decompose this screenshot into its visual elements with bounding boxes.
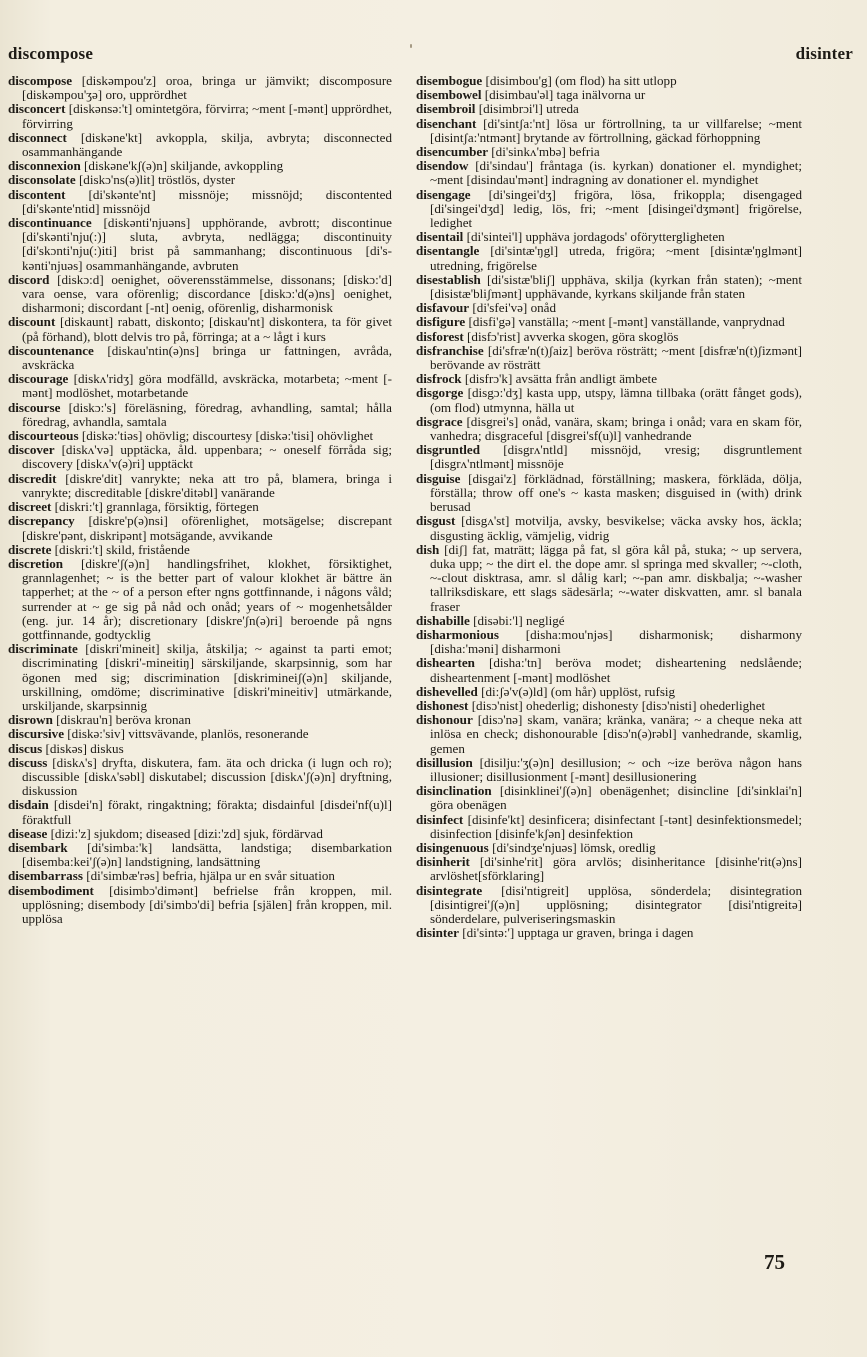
entry-headword: disgruntled (416, 442, 481, 458)
dictionary-entry (416, 884, 802, 927)
entry-headword: disentangle (416, 243, 480, 259)
dictionary-entry (416, 784, 802, 812)
entry-headword: discord (8, 271, 50, 287)
dictionary-entry (8, 216, 392, 273)
entry-headword: disrown (8, 712, 53, 728)
entry-headword: disendow (416, 158, 469, 174)
entry-headword: dishearten (416, 655, 475, 671)
entry-definition: [disilju:'ʒ(ə)n] desillusion; ~ och ~ize beröva någon hans illusioner; disillusionment [-mənt] desillusionering (430, 754, 802, 784)
dictionary-entry (8, 401, 392, 429)
dictionary-entry (8, 273, 392, 316)
entry-definition: [di'skənte'nt] missnöje; missnöjd; discontented [di'skənte'ntid] missnöjd (22, 186, 392, 216)
entry-headword: discontinuance (8, 215, 92, 231)
dictionary-entry (8, 514, 392, 542)
entry-definition: [diskə:'tiəs] ohövlig; discourtesy [diskə:'tisi] ohövlighet (81, 428, 374, 444)
entry-headword: discover (8, 442, 55, 458)
dictionary-entry (416, 117, 802, 145)
entry-headword: disencumber (416, 144, 489, 160)
dictionary-entry (8, 315, 392, 343)
dictionary-entry (416, 301, 802, 315)
dictionary-entry (8, 131, 392, 159)
dictionary-entry (8, 472, 392, 500)
entry-definition: [di'sindau'] fråntaga (is. kyrkan) donationer el. myndighet; ~ment [disindau'mənt] indragning av donationer el. myndighet (430, 158, 802, 188)
dictionary-entry (416, 74, 802, 88)
dictionary-entry (416, 230, 802, 244)
entry-headword: discrete (8, 541, 52, 557)
running-head-right: disinter (795, 44, 853, 63)
entry-headword: disforest (416, 328, 464, 344)
entry-definition: [dizi:'z] sjukdom; diseased [dizi:'zd] sjuk, fördärvad (50, 825, 323, 841)
dictionary-entry (8, 372, 392, 400)
dictionary-entry (8, 443, 392, 471)
entry-headword: disembroil (416, 101, 476, 117)
page-number: 75 (764, 1250, 785, 1274)
dictionary-entry (416, 244, 802, 272)
entry-definition: [disfrɔ'k] avsätta från andligt ämbete (464, 371, 658, 387)
entry-headword: disease (8, 825, 48, 841)
dictionary-entry (8, 827, 392, 841)
running-head-left: discompose (8, 44, 94, 63)
entry-headword: discreet (8, 499, 52, 515)
entry-definition: [diskre'ʃ(ə)n] handlingsfrihet, klokhet, försiktighet, grannlagenhet; ~ is the better part of valour klokhet är bättre än tapperhet; at the ~ of a person efter ngns gottfinnande, i någons våld; surrender at ~ ge sig på nåd och onåd; years of ~ mogenhetsålder (eng. jur. 14 år); discretionary [diskre'ʃn(ə)ri] beroende på ngns gottfinnande, godtycklig (22, 555, 392, 642)
entry-definition: [diskəne'kt] avkoppla, skilja, avbryta; disconnected osammanhängande (22, 129, 392, 160)
entry-definition: [disgʌ'st] motvilja, avsky, besvikelse; väcka avsky hos, äckla; disgusting äcklig, vämjelig, vidrig (430, 513, 802, 543)
entry-headword: disfavour (416, 300, 470, 316)
entry-definition: [disəbi:'l] negligé (473, 612, 565, 628)
dictionary-entry (416, 514, 802, 542)
entry-definition: [disgɔ:'dʒ] kasta upp, utspy, lämna tillbaka (orätt fånget gods), (om flod) utmynna, hälla ut (430, 385, 803, 415)
entry-definition: [disha:'tn] beröva modet; disheartening nedslående; disheartenment [-mənt] modlöshet (430, 655, 802, 685)
entry-definition: [di'sindʒe'njuəs] lömsk, oredlig (492, 839, 656, 855)
entry-headword: disinfect (416, 811, 464, 827)
entry-headword: discourse (8, 399, 61, 415)
entry-headword: disembarrass (8, 868, 83, 884)
entry-headword: disengage (416, 186, 471, 202)
dictionary-entry (8, 884, 392, 927)
entry-definition: [diskɔ:d] oenighet, oöverensstämmelse, dissonans; [diskɔ:'d] vara oense, vara oförenlig; discordance [diskɔ:'d(ə)ns] oenighet, disharmoni; discordant [-nt] oenig, oförenlig, disharmonisk (22, 271, 392, 316)
entry-definition: [di'sistæ'bliʃ] upphäva, skilja (kyrkan från staten); ~ment [disistæ'bliʃmənt] upphävande, kyrkans skiljande från staten (430, 271, 802, 302)
entry-definition: [di'sfei'və] onåd (472, 300, 557, 316)
entry-headword: disintegrate (416, 882, 483, 898)
dictionary-entry (8, 173, 392, 187)
entry-definition: [diskəmpou'z] oroa, bringa ur jämvikt; discomposure [diskəmpou'ʒə] oro, upprördhet (22, 73, 392, 103)
entry-definition: [diskʌ'və] upptäcka, åld. uppenbara; ~ oneself förråda sig; discovery [diskʌ'v(ə)ri] upptäckt (22, 442, 392, 472)
entry-headword: disestablish (416, 271, 481, 287)
dictionary-entry (416, 656, 802, 684)
entry-headword: disconnexion (8, 158, 81, 174)
paper-speck (410, 44, 412, 48)
entry-definition: [diskəne'kʃ(ə)n] skiljande, avkoppling (84, 158, 284, 174)
entry-definition: [diskə:'siv] vittsvävande, planlös, resonerande (67, 726, 309, 742)
entry-definition: [diskre'p(ə)nsi] oförenlighet, motsägelse; discrepant [diskre'pənt, diskripənt] motsägande, avvikande (22, 513, 392, 543)
entry-definition: [diskəs] diskus (45, 740, 124, 756)
entry-headword: disembark (8, 839, 68, 855)
dictionary-entry (8, 557, 392, 642)
entry-definition: [diskɔ'ns(ə)lit] tröstlös, dyster (78, 172, 236, 188)
dictionary-entry (416, 841, 802, 855)
entry-definition: [disgai'z] förklädnad, förställning; maskera, förkläda, dölja, förställa; throw off one's ~ kasta masken; disguised in (with) drink berusad (430, 470, 802, 515)
dictionary-entry (416, 756, 802, 784)
entry-headword: disgrace (416, 413, 463, 429)
dictionary-entry (416, 159, 802, 187)
entry-definition: [di'sinkʌ'mbə] befria (491, 144, 600, 160)
entry-headword: disinter (416, 925, 459, 941)
entry-definition: [disimbou'g] (om flod) ha sitt utlopp (485, 73, 677, 88)
entry-definition: [diskri'mineit] skilja, åtskilja; ~ against ta parti emot; discriminating [diskri'-mineitiŋ] särskiljande, skarpsinnig, som har ögonen med sig; discrimination [diskrimineiʃ(ə)n] skiljande, urskillning, omdöme; discriminative [diskri'mineitiv] utmärkande, urskiljande, skarpsinnig (22, 641, 393, 713)
entry-definition: [diskʌ's] dryfta, diskutera, fam. äta och dricka (i lugn och ro); discussible [diskʌ'səbl] diskutabel; discussion [diskʌ'ʃ(ə)n] dryftning, diskussion (22, 754, 392, 799)
entry-definition: [disinklinei'ʃ(ə)n] obenägenhet; disincline [di'sinklai'n] göra obenägen (430, 783, 802, 813)
dictionary-entry (416, 628, 802, 656)
entry-headword: disgust (416, 513, 456, 529)
entry-definition: [diskrau'n] beröva kronan (56, 712, 191, 728)
entry-headword: disenchant (416, 115, 477, 131)
dictionary-entry (416, 145, 802, 159)
dictionary-entry (416, 415, 802, 443)
entry-headword: disguise (416, 470, 461, 486)
entry-definition: [disimbɔ'dimənt] befrielse från kroppen, mil. upplösning; disembody [di'simbɔ'di] befria [själen] från kroppen, mil. upplösa (22, 882, 392, 926)
entry-definition: [disimbrɔi'l] utreda (478, 101, 579, 117)
entry-headword: discriminate (8, 641, 78, 657)
entry-headword: disconnect (8, 129, 67, 145)
entry-definition: [disgrʌ'ntld] missnöjd, vresig; disgruntlement [disgrʌ'ntlmənt] missnöje (430, 442, 802, 472)
entry-definition: [diskənti'njuəns] upphörande, avbrott; discontinue [di'skənti'nju(:)] sluta, avbryta, nedlägga; discontinuity [di'skɔnti'nju(:)iti] brist på sammanhang; discontinuous [di's-kənti'njuəs] osammanhängande, avbruten (22, 215, 392, 273)
dictionary-entry (8, 429, 392, 443)
dictionary-entry (8, 756, 392, 799)
entry-definition: [di'sintʃa:'nt] lösa ur förtrollning, ta ur villfarelse; ~ment [disintʃa:'ntmənt] brytande av förtrollning, gäckad förhoppning (430, 115, 802, 145)
dictionary-entry (416, 813, 802, 841)
dictionary-entry (8, 102, 392, 130)
entry-headword: dish (416, 541, 440, 557)
entry-definition: [di'sintə:'] upptaga ur graven, bringa i dagen (462, 925, 694, 941)
entry-definition: [diskau'ntin(ə)ns] bringa ur fattningen, avråda, avskräcka (22, 342, 392, 373)
dictionary-entry (8, 798, 392, 826)
entry-headword: dishabille (416, 612, 470, 628)
entry-headword: discretion (8, 555, 64, 571)
entry-headword: disingenuous (416, 839, 489, 855)
entry-headword: dishevelled (416, 683, 478, 699)
dictionary-entry (8, 841, 392, 869)
dictionary-entry (416, 614, 802, 628)
right-column (416, 74, 802, 940)
entry-headword: discontent (8, 186, 66, 202)
entry-definition: [diʃ] fat, maträtt; lägga på fat, sl göra kål på, stuka; ~ up servera, duka upp; ~ the dirt el. the dope amr. sl springa med skvaller; ~-cloth, ~-clout disktrasa, amr. sl dålig karl; ~-pan amr. diskbalja; ~-washer tallriksdiskare, ett slags sädesärla; ~-water diskvatten, amr. sl banala fraser (430, 541, 802, 614)
entry-headword: disinclination (416, 783, 492, 799)
dictionary-entry (416, 330, 802, 344)
dictionary-entry (8, 742, 392, 756)
entry-definition: [disha:mou'njəs] disharmonisk; disharmony [disha:'məni] disharmoni (430, 626, 802, 657)
entry-headword: dishonour (416, 712, 473, 728)
dictionary-entry (416, 699, 802, 713)
entry-definition: [di'singei'dʒ] frigöra, lösa, frikoppla; disengaged [di'singei'dʒd] ledig, lös, fri; ~ment [disingei'dʒmənt] frigörelse, ledighet (430, 186, 802, 231)
entry-definition: [di'sintei'l] upphäva jordagods' oföryttergligheten (466, 229, 725, 245)
entry-headword: disharmonious (416, 626, 499, 642)
dictionary-entry (416, 926, 802, 940)
entry-definition: [diskənsə:'t] omintetgöra, förvirra; ~ment [-mənt] upprördhet, förvirring (22, 101, 392, 131)
entry-headword: discredit (8, 470, 57, 486)
entry-definition: [diskre'dit] vanrykte; neka att tro på, blamera, bringa i vanrykte; discreditable [diskre'ditəbl] vanärande (22, 470, 393, 500)
entry-headword: discourage (8, 371, 69, 387)
entry-definition: [disfi'gə] vanställa; ~ment [-mənt] vanställande, vanprydnad (468, 314, 785, 330)
dictionary-entry (416, 685, 802, 699)
entry-headword: discount (8, 314, 56, 330)
entry-headword: discourteous (8, 428, 79, 444)
entry-headword: disfrock (416, 371, 462, 387)
left-column (8, 74, 392, 926)
dictionary-entry (8, 869, 392, 883)
entry-definition: [diskri:'t] grannlaga, försiktig, förtegen (54, 499, 259, 515)
entry-definition: [diskaunt] rabatt, diskonto; [diskau'nt] diskontera, ta för givet (på förhand), blott delvis tro på, förringa; at a ~ lågt i kurs (22, 314, 392, 344)
entry-definition: [disɔ'nə] skam, vanära; kränka, vanära; ~ a cheque neka att inlösa en check; dishonourable [disɔ'n(ə)rəbl] vanhedrande, skamlig, gemen (430, 712, 802, 756)
entry-definition: [di'sintæ'ŋgl] utreda, frigöra; ~ment [disintæ'ŋglmənt] utredning, frigörelse (430, 243, 802, 273)
dictionary-entry (416, 386, 802, 414)
dictionary-entry (8, 74, 392, 102)
dictionary-entry (416, 472, 802, 515)
dictionary-entry (416, 315, 802, 329)
entry-headword: disfranchise (416, 342, 484, 358)
entry-headword: discursive (8, 726, 65, 742)
entry-definition: [di:ʃə'v(ə)ld] (om hår) upplöst, rufsig (481, 683, 676, 699)
dictionary-entry (8, 344, 392, 372)
entry-headword: discus (8, 740, 43, 756)
dictionary-entry (416, 372, 802, 386)
entry-headword: disembowel (416, 87, 482, 103)
dictionary-entry (8, 159, 392, 173)
entry-headword: disdain (8, 797, 49, 813)
dictionary-entry (8, 188, 392, 216)
entry-headword: discrepancy (8, 513, 75, 529)
entry-definition: [diskɔ:'s] föreläsning, föredrag, avhandling, samtal; hålla föredrag, avhandla, samtala (22, 399, 392, 429)
dictionary-entry (416, 88, 802, 102)
dictionary-entry (416, 188, 802, 231)
entry-headword: dishonest (416, 697, 469, 713)
entry-headword: disembodiment (8, 882, 94, 898)
entry-definition: [di'sinhe'rit] göra arvlös; disinheritance [disinhe'rit(ə)ns] arvlöshet[sförklaring] (430, 854, 802, 884)
entry-definition: [diskri:'t] skild, fristående (54, 541, 190, 557)
entry-definition: [di'simbæ'rəs] befria, hjälpa ur en svår situation (86, 868, 335, 884)
entry-headword: disfigure (416, 314, 466, 330)
entry-headword: disembogue (416, 73, 483, 88)
entry-definition: [di'sfræ'n(t)ʃaiz] beröva rösträtt; ~ment [disfræ'n(t)ʃizmənt] berövande av rösträtt (430, 342, 802, 373)
entry-definition: [disɔ'nist] ohederlig; dishonesty [disɔ'nisti] ohederlighet (471, 697, 766, 713)
entry-definition: [disimbau'əl] taga inälvorna ur (484, 87, 646, 103)
entry-headword: disgorge (416, 385, 464, 401)
entry-headword: disinherit (416, 854, 470, 870)
dictionary-entry (8, 500, 392, 514)
entry-headword: disentail (416, 229, 464, 245)
entry-definition: [disfɔ'rist] avverka skogen, göra skoglös (467, 328, 679, 344)
dictionary-entry (416, 273, 802, 301)
dictionary-entry (416, 713, 802, 756)
dictionary-entry (416, 855, 802, 883)
dictionary-entry (416, 543, 802, 614)
entry-definition: [di'simba:'k] landsätta, landstiga; disembarkation [disemba:kei'ʃ(ə)n] landstigning, landsättning (22, 839, 392, 870)
entry-definition: [disinfe'kt] desinficera; disinfectant [-tənt] desinfektionsmedel; disinfection [disinfe'kʃən] desinfektion (430, 811, 802, 841)
dictionary-entry (8, 713, 392, 727)
dictionary-entry (8, 642, 392, 713)
dictionary-entry (8, 543, 392, 557)
entry-headword: discuss (8, 754, 48, 770)
entry-headword: discountenance (8, 342, 94, 358)
entry-definition: [disgrei's] onåd, vanära, skam; bringa i onåd; vara en skam för, vanhedra; disgraceful [disgrei'sf(u)l] vanhedrande (430, 413, 802, 444)
entry-headword: discompose (8, 73, 73, 88)
entry-headword: disconsolate (8, 172, 76, 188)
dictionary-entry (416, 443, 802, 471)
entry-definition: [diskʌ'ridʒ] göra modfälld, avskräcka, motarbeta; ~ment [-mənt] modlöshet, motarbetande (22, 371, 392, 401)
entry-definition: [disdei'n] förakt, ringaktning; förakta; disdainful [disdei'nf(u)l] föraktfull (22, 797, 392, 827)
entry-headword: disillusion (416, 754, 473, 770)
dictionary-entry (416, 102, 802, 116)
dictionary-entry (8, 727, 392, 741)
dictionary-entry (416, 344, 802, 372)
entry-definition: [disi'ntigreit] upplösa, sönderdela; disintegration [disintigrei'ʃ(ə)n] upplösning; disintegrator [disi'ntigreitə] sönderdelare, pulveriseringsmaskin (430, 882, 802, 926)
entry-headword: disconcert (8, 101, 66, 117)
